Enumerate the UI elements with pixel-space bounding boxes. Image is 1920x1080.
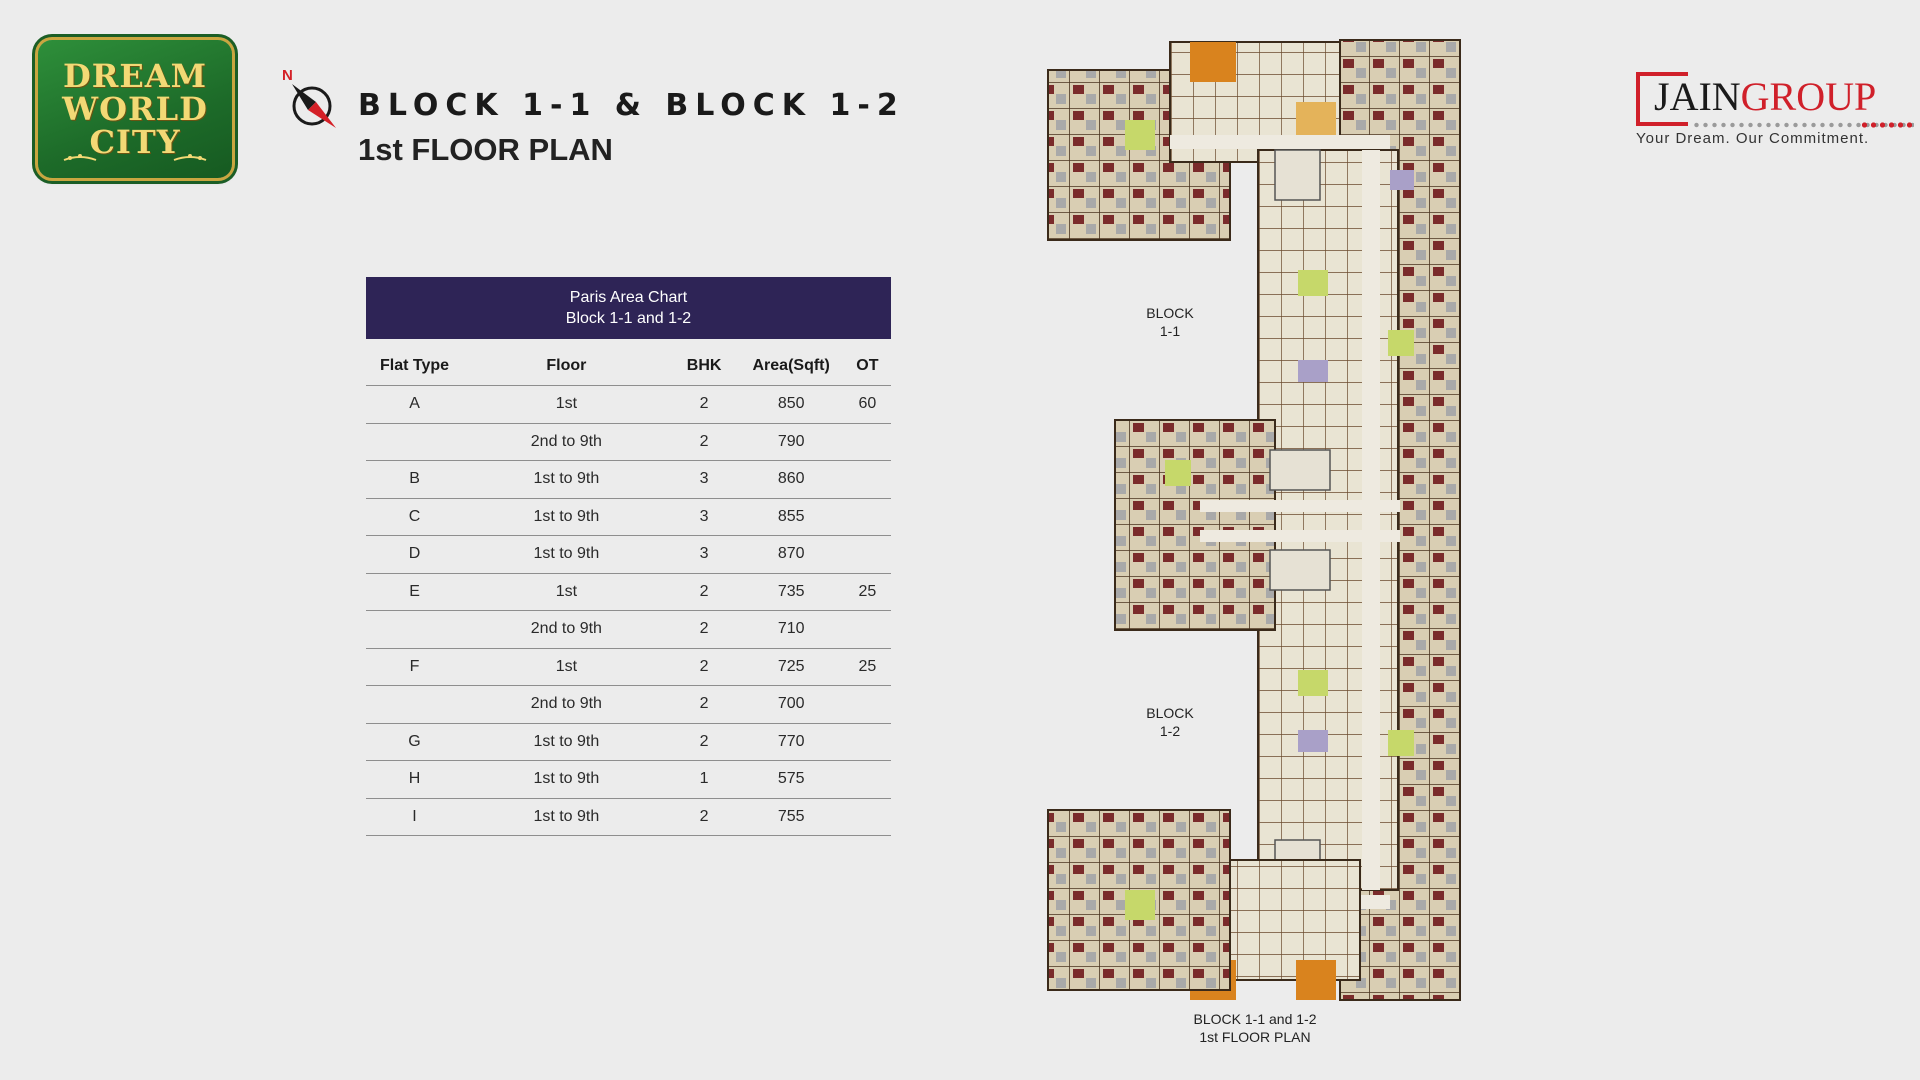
block-bottom-line-2: 1-2 — [1159, 723, 1181, 739]
cell-area: 855 — [739, 498, 844, 536]
cell-ot: 25 — [844, 648, 891, 686]
cell-flat-type — [366, 611, 463, 649]
cell-bhk: 2 — [670, 648, 739, 686]
cell-floor: 1st to 9th — [463, 536, 670, 574]
table-row — [366, 498, 891, 536]
cell-flat-type: I — [366, 798, 463, 836]
logo-line-3: CITY — [89, 122, 181, 161]
cell-bhk: 2 — [670, 386, 739, 424]
cell-flat-type: F — [366, 648, 463, 686]
column-header-bhk: BHK — [670, 347, 739, 386]
cell-ot — [844, 423, 891, 461]
page-title: BLOCK 1-1 & BLOCK 1-2 — [358, 88, 905, 123]
cell-ot — [844, 723, 891, 761]
block-bottom-line-1: BLOCK — [1146, 705, 1194, 721]
cell-ot — [844, 761, 891, 799]
cell-bhk: 2 — [670, 723, 739, 761]
cell-ot — [844, 536, 891, 574]
cell-ot — [844, 498, 891, 536]
logo-line-1: DREAM — [63, 56, 207, 95]
table-row — [366, 761, 891, 799]
dream-world-city-logo — [38, 40, 232, 178]
cell-ot — [844, 798, 891, 836]
cell-bhk: 2 — [670, 423, 739, 461]
cell-bhk: 1 — [670, 761, 739, 799]
cell-area: 860 — [739, 461, 844, 499]
brand-name-right: GROUP — [1740, 74, 1877, 119]
page-subtitle: 1st FLOOR PLAN — [358, 132, 613, 167]
brand-tagline: Your Dream. Our Commitment. — [1636, 130, 1870, 147]
cell-area: 870 — [739, 536, 844, 574]
cell-ot: 60 — [844, 386, 891, 424]
column-header-floor: Floor — [463, 347, 670, 386]
compass-icon — [280, 66, 340, 134]
table-row — [366, 798, 891, 836]
cell-ot — [844, 461, 891, 499]
cell-floor: 1st to 9th — [463, 498, 670, 536]
cell-area: 735 — [739, 573, 844, 611]
area-chart-subtitle: Block 1-1 and 1-2 — [565, 310, 692, 327]
cell-ot — [844, 686, 891, 724]
cell-area: 755 — [739, 798, 844, 836]
table-row — [366, 611, 891, 649]
cell-floor: 1st — [463, 386, 670, 424]
cell-area: 710 — [739, 611, 844, 649]
cell-area: 850 — [739, 386, 844, 424]
floor-plan-caption — [1155, 1010, 1355, 1046]
cell-ot: 25 — [844, 573, 891, 611]
table-row — [366, 423, 891, 461]
brand-name-left: JAIN — [1654, 74, 1741, 119]
cell-bhk: 2 — [670, 573, 739, 611]
jain-logo-wordmark — [1654, 74, 1876, 120]
column-header-area: Area(Sqft) — [739, 347, 844, 386]
table-row — [366, 686, 891, 724]
logo-line-2: WORLD — [62, 89, 208, 128]
cell-flat-type: G — [366, 723, 463, 761]
block-top-line-1: BLOCK — [1146, 305, 1194, 321]
cell-floor: 1st to 9th — [463, 798, 670, 836]
floor-plan-drawing — [1040, 30, 1480, 1010]
table-row — [366, 723, 891, 761]
block-1-2-label — [1130, 704, 1210, 740]
block-1-1-label — [1130, 304, 1210, 340]
cell-floor: 2nd to 9th — [463, 611, 670, 649]
cell-flat-type: C — [366, 498, 463, 536]
cell-bhk: 3 — [670, 536, 739, 574]
floor-plan — [1040, 30, 1480, 1010]
column-header-ot: OT — [844, 347, 891, 386]
cell-flat-type — [366, 686, 463, 724]
cell-floor: 1st — [463, 648, 670, 686]
caption-line-1: BLOCK 1-1 and 1-2 — [1193, 1011, 1317, 1027]
cell-area: 770 — [739, 723, 844, 761]
jain-group-logo — [1634, 70, 1884, 154]
cell-area: 575 — [739, 761, 844, 799]
cell-bhk: 3 — [670, 461, 739, 499]
area-chart — [366, 277, 891, 836]
cell-bhk: 2 — [670, 611, 739, 649]
table-row — [366, 461, 891, 499]
cell-floor: 1st to 9th — [463, 761, 670, 799]
cell-flat-type: B — [366, 461, 463, 499]
area-chart-title: Paris Area Chart — [569, 289, 688, 306]
compass-north-label: N — [282, 67, 293, 84]
cell-flat-type: A — [366, 386, 463, 424]
area-table-header-row — [366, 347, 891, 386]
cell-ot — [844, 611, 891, 649]
cell-floor: 1st to 9th — [463, 723, 670, 761]
cell-flat-type: E — [366, 573, 463, 611]
cell-floor: 1st — [463, 573, 670, 611]
cell-area: 700 — [739, 686, 844, 724]
laurel-icon — [60, 152, 210, 166]
table-row — [366, 648, 891, 686]
cell-bhk: 2 — [670, 798, 739, 836]
area-table — [366, 347, 891, 836]
cell-floor: 2nd to 9th — [463, 686, 670, 724]
table-row — [366, 573, 891, 611]
table-row — [366, 536, 891, 574]
column-header-flat-type: Flat Type — [366, 347, 463, 386]
cell-bhk: 3 — [670, 498, 739, 536]
cell-floor: 1st to 9th — [463, 461, 670, 499]
cell-flat-type: H — [366, 761, 463, 799]
area-chart-header — [366, 277, 891, 339]
table-row — [366, 386, 891, 424]
cell-flat-type — [366, 423, 463, 461]
caption-line-2: 1st FLOOR PLAN — [1199, 1029, 1311, 1045]
cell-floor: 2nd to 9th — [463, 423, 670, 461]
brand-dots-accent — [1860, 122, 1916, 128]
cell-bhk: 2 — [670, 686, 739, 724]
block-top-line-2: 1-1 — [1159, 323, 1181, 339]
cell-flat-type: D — [366, 536, 463, 574]
cell-area: 790 — [739, 423, 844, 461]
cell-area: 725 — [739, 648, 844, 686]
